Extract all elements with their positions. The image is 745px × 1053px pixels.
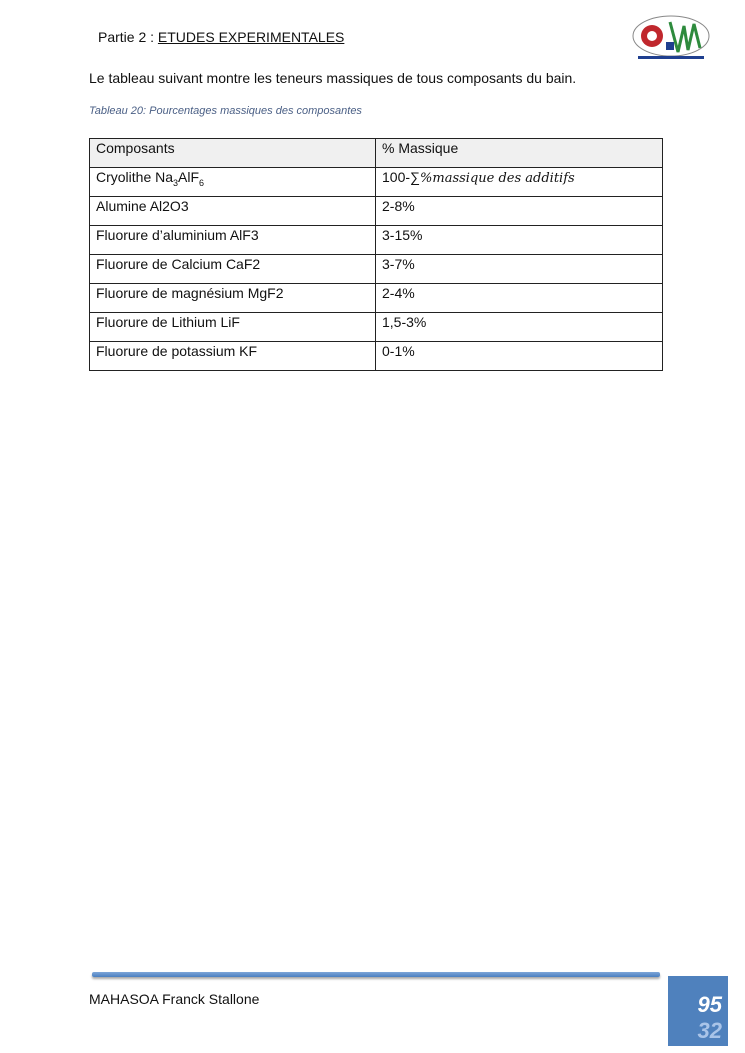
- component-name-cell: Fluorure de Lithium LiF: [90, 313, 376, 342]
- table-row: [90, 284, 663, 313]
- component-name-cell: Alumine Al2O3: [90, 197, 376, 226]
- page-header: [98, 29, 344, 45]
- institution-logo-icon: [630, 12, 712, 64]
- footer-author: MAHASOA Franck Stallone: [89, 991, 260, 1007]
- mass-percent-cell: 3-15%: [376, 226, 663, 255]
- page-number: 95: [697, 992, 722, 1017]
- mass-percent-cell: 3-7%: [376, 255, 663, 284]
- mass-percent-cell: 2-4%: [376, 284, 663, 313]
- mass-percent-cell: 1,5-3%: [376, 313, 663, 342]
- table-header-row: [90, 139, 663, 168]
- component-name-cell: Fluorure de Calcium CaF2: [90, 255, 376, 284]
- mass-percent-cell: 100-∑%massique des additifs: [376, 168, 663, 197]
- part-title: ETUDES EXPERIMENTALES: [157, 29, 345, 45]
- table-caption: Tableau 20: Pourcentages massiques des composantes: [89, 105, 362, 117]
- header-cell-components: Composants: [90, 139, 376, 168]
- component-name-cell: Fluorure d’aluminium AlF3: [90, 226, 376, 255]
- table-row: [90, 197, 663, 226]
- footer-divider: [92, 972, 660, 977]
- composition-table: [89, 138, 663, 371]
- page-number-overprint: 32: [697, 1018, 722, 1043]
- part-label: Partie 2 :: [98, 29, 158, 45]
- component-name-cell: Fluorure de potassium KF: [90, 342, 376, 371]
- table-row: [90, 342, 663, 371]
- component-name-cell: Fluorure de magnésium MgF2: [90, 284, 376, 313]
- table-row: [90, 255, 663, 284]
- component-name-cell: Cryolithe $Na_3AlF_6$: [90, 168, 376, 197]
- table-row: [90, 168, 663, 197]
- page-number-box: [668, 976, 728, 1046]
- table-row: [90, 313, 663, 342]
- table-row: [90, 226, 663, 255]
- intro-paragraph: Le tableau suivant montre les teneurs massiques de tous composants du bain.: [89, 70, 577, 86]
- mass-percent-cell: 0-1%: [376, 342, 663, 371]
- header-cell-mass-percent: % Massique: [376, 139, 663, 168]
- mass-percent-cell: 2-8%: [376, 197, 663, 226]
